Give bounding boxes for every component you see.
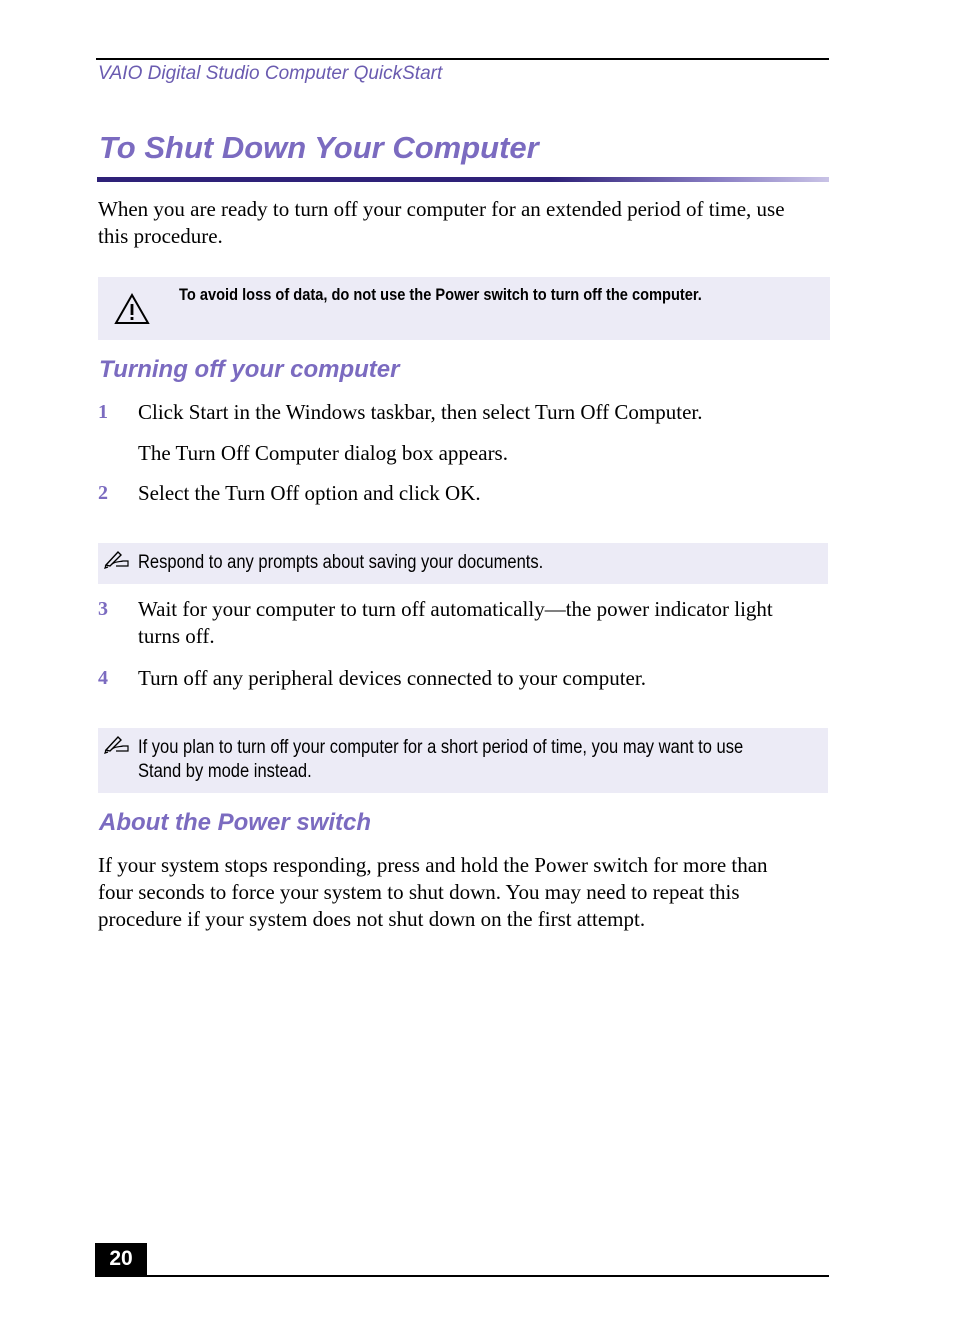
warning-text: To avoid loss of data, do not use the Power switch to turn off the computer. <box>179 285 702 304</box>
intro-line-2: this procedure. <box>98 224 223 248</box>
step-1-text: Click Start in the Windows taskbar, then select Turn Off Computer. <box>138 400 703 424</box>
power-switch-line-3: procedure if your system does not shut down on the first attempt. <box>98 907 646 931</box>
running-head: VAIO Digital Studio Computer QuickStart <box>98 63 443 84</box>
step-1-result: The Turn Off Computer dialog box appears. <box>138 441 508 465</box>
page-title: To Shut Down Your Computer <box>99 130 539 165</box>
intro-line-1: When you are ready to turn off your computer for an extended period of time, use <box>98 197 785 221</box>
step-2-text: Select the Turn Off option and click OK. <box>138 481 481 505</box>
page-number: 20 <box>109 1247 133 1270</box>
footer-rule <box>96 1275 829 1277</box>
step-3-line-1: Wait for your computer to turn off automatically—the power indicator light <box>138 597 773 621</box>
step-number-3: 3 <box>98 598 108 620</box>
writing-hand-icon <box>104 549 130 569</box>
writing-hand-icon <box>104 734 130 754</box>
step-number-4: 4 <box>98 667 108 689</box>
warning-triangle-icon <box>114 292 150 326</box>
power-switch-line-2: four seconds to force your system to shut down. You may need to repeat this <box>98 880 740 904</box>
note-2-line-1: If you plan to turn off your computer for a short period of time, you may want to use <box>138 737 744 758</box>
step-number-1: 1 <box>98 401 108 423</box>
header-rule <box>96 58 829 60</box>
step-4-text: Turn off any peripheral devices connected to your computer. <box>138 666 646 690</box>
note-1-text: Respond to any prompts about saving your documents. <box>138 552 544 573</box>
section-heading-power-switch: About the Power switch <box>99 809 372 836</box>
title-underline <box>97 177 829 182</box>
step-number-2: 2 <box>98 482 108 504</box>
power-switch-line-1: If your system stops responding, press and hold the Power switch for more than <box>98 853 768 877</box>
note-2-line-2: Stand by mode instead. <box>138 761 312 782</box>
section-heading-turning-off: Turning off your computer <box>99 356 400 383</box>
step-3-line-2: turns off. <box>138 624 215 648</box>
